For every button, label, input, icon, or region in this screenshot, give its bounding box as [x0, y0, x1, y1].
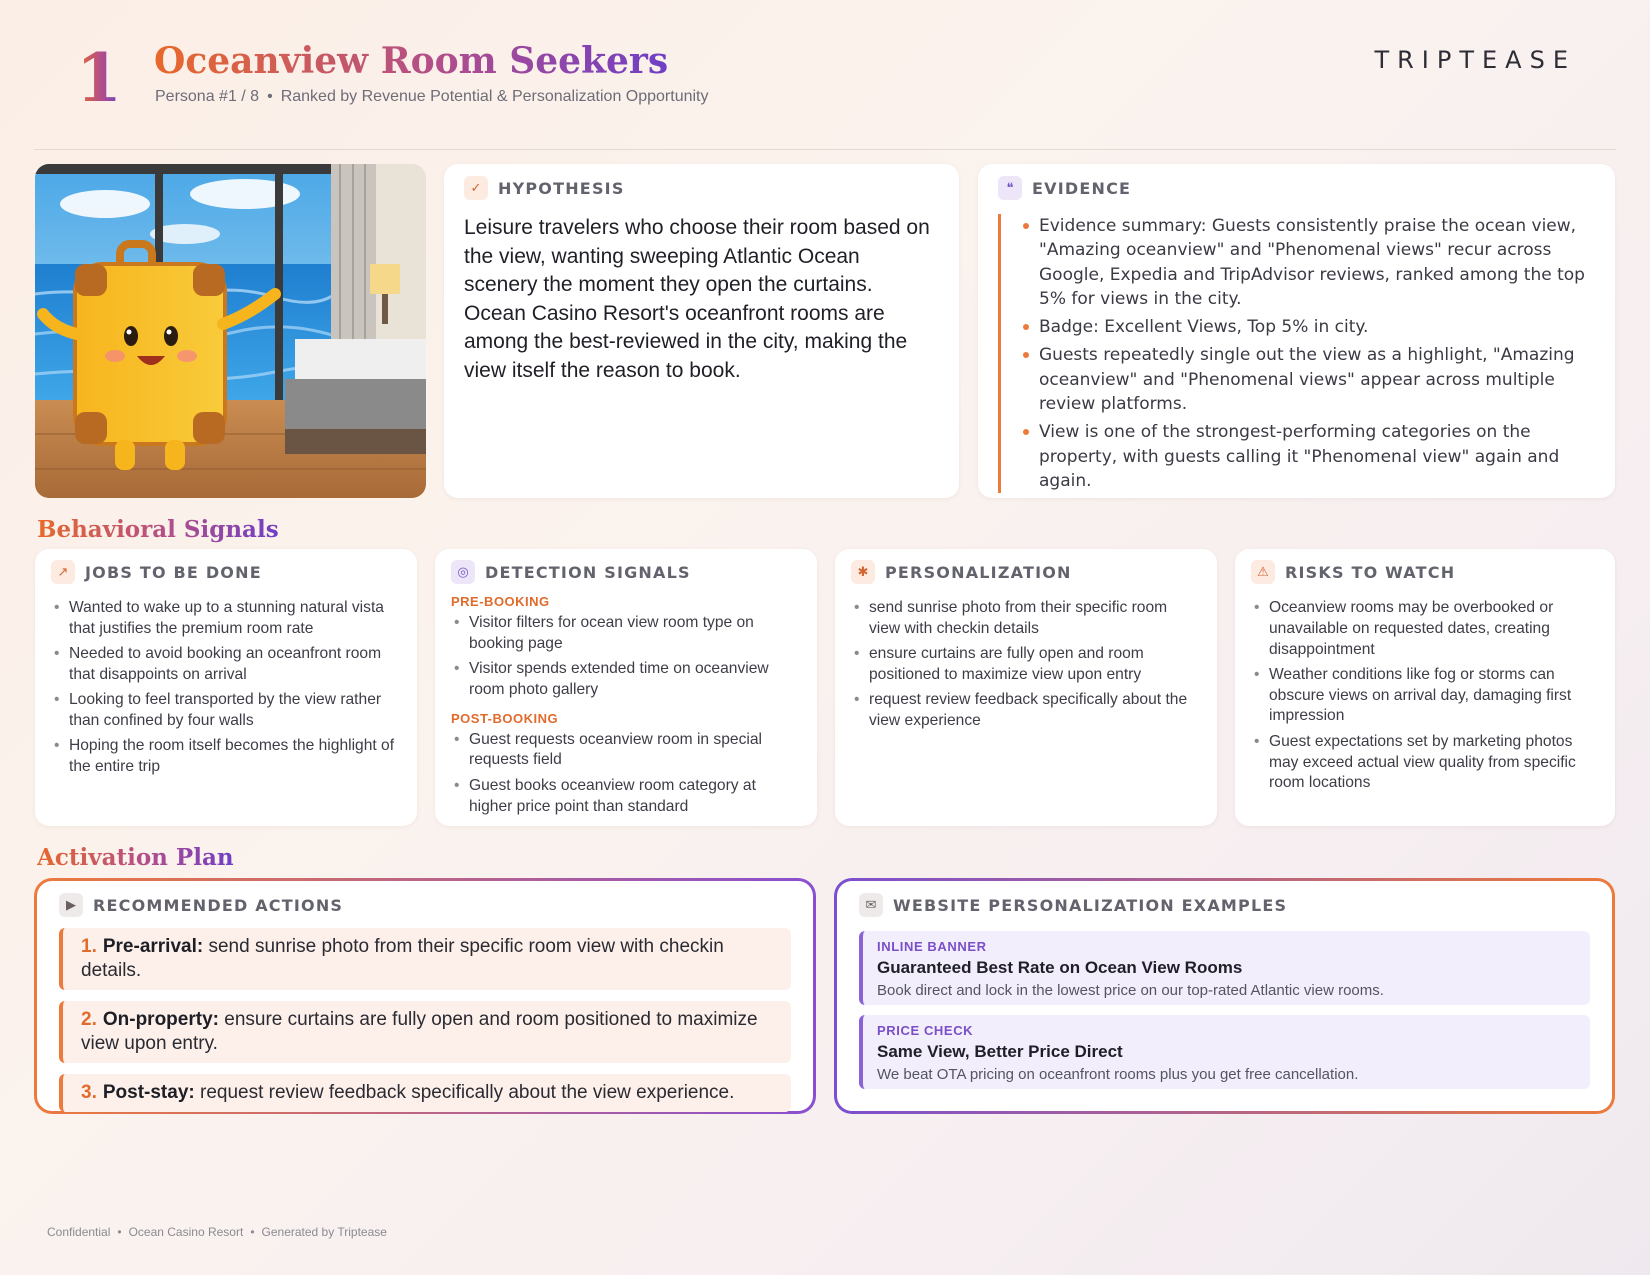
- risks-label: RISKS TO WATCH: [1285, 562, 1456, 582]
- personalization-header: [851, 560, 1201, 584]
- list-item: • Wanted to wake up to a stunning natural vista that justifies the premium room rate: [51, 598, 401, 640]
- pre-booking-list: [451, 613, 801, 701]
- list-item: • Visitor spends extended time on oceanview room photo gallery: [451, 659, 801, 701]
- arrow-up-right-icon: ↗: [51, 560, 75, 584]
- quote-icon: ❝: [998, 176, 1022, 200]
- evidence-body: [998, 214, 1595, 493]
- risks-list: [1251, 598, 1599, 794]
- persona-index: Persona #1 / 8: [155, 88, 260, 105]
- step-text: request review feedback specifically about the view experience.: [194, 1082, 735, 1103]
- hypothesis-label: HYPOTHESIS: [498, 178, 625, 198]
- list-item: • Looking to feel transported by the view rather than confined by four walls: [51, 690, 401, 732]
- pre-booking-label: PRE-BOOKING: [451, 594, 550, 609]
- evidence-header: [998, 176, 1595, 200]
- list-item: • Guest requests oceanview room in special requests field: [451, 730, 801, 772]
- check-icon: ✓: [464, 176, 488, 200]
- list-item: • Needed to avoid booking an oceanfront room that disappoints on arrival: [51, 644, 401, 686]
- page-subtitle: Persona #1 / 8 • Ranked by Revenue Potential & Personalization Opportunity: [155, 88, 709, 105]
- header-divider: [34, 149, 1616, 150]
- step-lead: Pre-arrival:: [102, 936, 204, 957]
- suitcase-mascot-image: [35, 164, 426, 498]
- footer-generated: Generated by Triptease: [261, 1225, 387, 1239]
- list-item: Guests repeatedly single out the view as a highlight, "Amazing oceanview" and "Phenomenal views" appear across multiple review platforms.: [1021, 343, 1595, 416]
- post-booking-list: [451, 730, 801, 818]
- personalization-label: PERSONALIZATION: [885, 562, 1072, 582]
- example-tag: PRICE CHECK: [877, 1023, 974, 1038]
- action-step: [59, 1001, 791, 1063]
- step-text: ensure curtains are fully open and room positioned to maximize view upon entry.: [81, 1009, 758, 1054]
- website-examples-card: [834, 878, 1615, 1114]
- behavioral-signals-heading: Behavioral Signals: [37, 516, 279, 543]
- detection-card: [435, 549, 817, 826]
- step-number: 3.: [81, 1082, 97, 1103]
- persona-rank: 1: [76, 39, 122, 117]
- warning-icon: ⚠: [1251, 560, 1275, 584]
- hypothesis-text: Leisure travelers who choose their room based on the view, wanting sweeping Atlantic Ocean scenery the moment they open the curtains. Ocean Casino Resort's oceanfront rooms are among the best-reviewed in the city, making the view itself the reason to book.: [464, 216, 930, 382]
- evidence-list: [1021, 214, 1595, 493]
- footer-property: Ocean Casino Resort: [128, 1225, 244, 1239]
- step-number: 2.: [81, 1009, 97, 1030]
- evidence-label: EVIDENCE: [1032, 178, 1132, 198]
- target-icon: ◎: [451, 560, 475, 584]
- personalization-card: [835, 549, 1217, 826]
- example-price-check: [859, 1015, 1590, 1089]
- jobs-header: [51, 560, 401, 584]
- list-item: • send sunrise photo from their specific room view with checkin details: [851, 598, 1201, 640]
- example-description: Book direct and lock in the lowest price on our top-rated Atlantic view rooms.: [877, 982, 1384, 999]
- step-number: 1.: [81, 936, 97, 957]
- list-item: • Guest expectations set by marketing photos may exceed actual view quality from specific room locations: [1251, 732, 1599, 794]
- jobs-card: [35, 549, 417, 826]
- action-step: [59, 928, 791, 990]
- sparkle-icon: ✱: [851, 560, 875, 584]
- list-item: Evidence summary: Guests consistently praise the ocean view, "Amazing oceanview" and "Phenomenal views" recur across Google, Expedia and TripAdvisor reviews, ranked among the top 5% for views in the city.: [1021, 214, 1595, 311]
- detection-label: DETECTION SIGNALS: [485, 562, 691, 582]
- list-item: • Guest books oceanview room category at higher price point than standard: [451, 776, 801, 818]
- post-booking-label: POST-BOOKING: [451, 710, 559, 726]
- example-inline-banner: [859, 931, 1590, 1005]
- jobs-list: [51, 598, 401, 778]
- example-description: We beat OTA pricing on oceanfront rooms plus you get free cancellation.: [877, 1066, 1359, 1083]
- recommended-actions-card: [34, 878, 816, 1114]
- hypothesis-header: [464, 176, 939, 200]
- actions-label: RECOMMENDED ACTIONS: [93, 895, 344, 915]
- list-item: Badge: Excellent Views, Top 5% in city.: [1021, 315, 1595, 339]
- page-footer: Confidential • Ocean Casino Resort • Generated by Triptease: [47, 1225, 387, 1239]
- hypothesis-card: [444, 164, 959, 498]
- page-title: Oceanview Room Seekers: [154, 40, 669, 82]
- brand-logo: TRIPTEASE: [1374, 46, 1576, 74]
- step-lead: On-property:: [102, 1009, 219, 1030]
- detection-header: [451, 560, 801, 584]
- example-title: Guaranteed Best Rate on Ocean View Rooms: [877, 958, 1243, 977]
- list-item: • Weather conditions like fog or storms can obscure views on arrival day, damaging first impression: [1251, 665, 1599, 727]
- step-lead: Post-stay:: [102, 1082, 195, 1103]
- list-item: • Visitor filters for ocean view room type on booking page: [451, 613, 801, 655]
- page-header: [0, 0, 1650, 150]
- ranking-basis: Ranked by Revenue Potential & Personalization Opportunity: [280, 88, 709, 105]
- list-item: • Hoping the room itself becomes the highlight of the entire trip: [51, 736, 401, 778]
- actions-header: [59, 893, 791, 917]
- list-item: • request review feedback specifically about the view experience: [851, 690, 1201, 732]
- example-title: Same View, Better Price Direct: [877, 1042, 1123, 1061]
- list-item: • Oceanview rooms may be overbooked or unavailable on requested dates, creating disappointment: [1251, 598, 1599, 660]
- jobs-label: JOBS TO BE DONE: [85, 562, 262, 582]
- action-step: [59, 1074, 791, 1112]
- example-tag: INLINE BANNER: [877, 939, 987, 954]
- play-icon: ▶: [59, 893, 83, 917]
- footer-confidential: Confidential: [47, 1225, 111, 1239]
- list-item: View is one of the strongest-performing categories on the property, with guests calling it "Phenomenal view" again and again.: [1021, 420, 1595, 493]
- activation-plan-heading: Activation Plan: [37, 844, 234, 871]
- evidence-card: [978, 164, 1615, 498]
- risks-header: [1251, 560, 1599, 584]
- envelope-icon: ✉: [859, 893, 883, 917]
- risks-card: [1235, 549, 1615, 826]
- website-header: [859, 893, 1590, 917]
- step-text: send sunrise photo from their specific room view with checkin details.: [81, 936, 724, 981]
- list-item: • ensure curtains are fully open and room positioned to maximize view upon entry: [851, 644, 1201, 686]
- personalization-list: [851, 598, 1201, 732]
- website-label: WEBSITE PERSONALIZATION EXAMPLES: [893, 895, 1288, 915]
- persona-illustration: [35, 164, 426, 498]
